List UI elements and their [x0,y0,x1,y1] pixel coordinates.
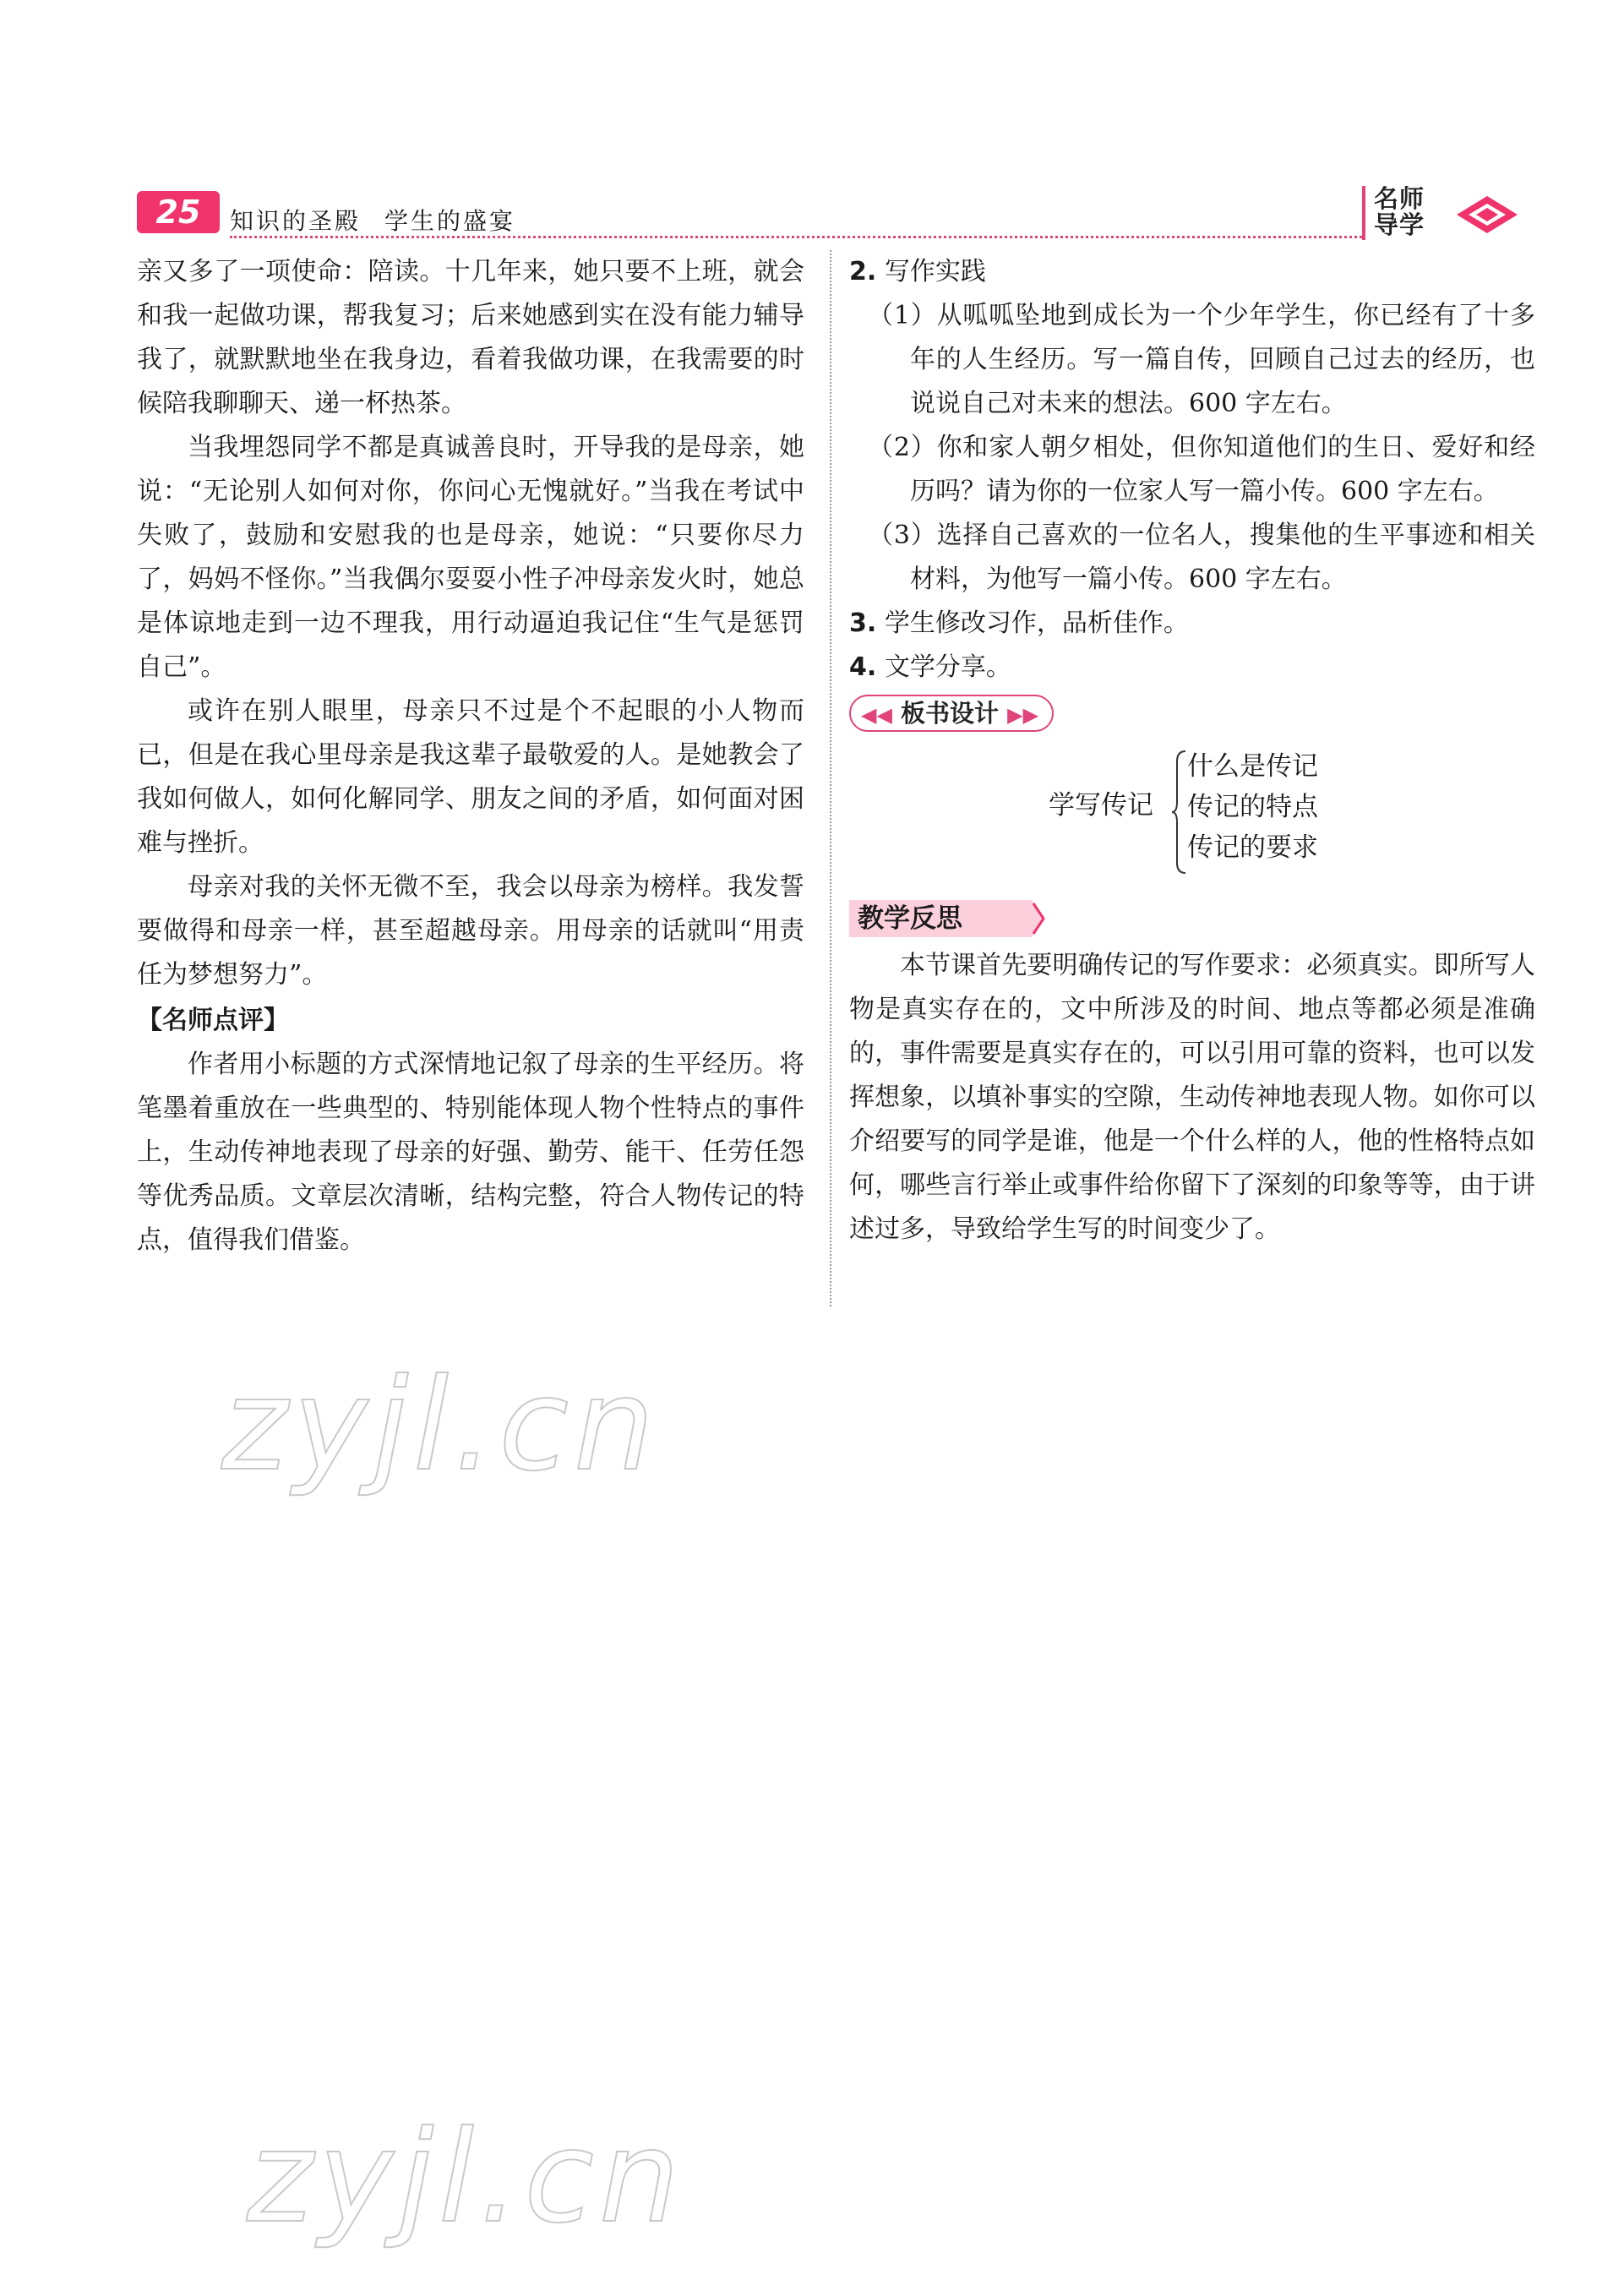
writing-task-3: （3）选择自己喜欢的一位名人，搜集他的生平事迹和相关材料，为他写一篇小传。600 字左右。 [868,521,1535,594]
step-3-text: 学生修改习作，品析佳作。 [884,608,1189,638]
essay-paragraph: 母亲对我的关怀无微不至，我会以母亲为榜样。我发誓要做得和母亲一样，甚至超越母亲。用母亲的话就叫“用责任为梦想努力”。 [137,872,804,990]
graduation-cap-icon [1453,189,1521,240]
page-number: 25 [137,191,220,233]
brand-logo-block [1362,184,1523,243]
slogan-part-2: 学生的盛宴 [384,207,516,235]
brand-text [1362,186,1450,240]
slogan-part-1: 知识的圣殿 [230,207,362,235]
step-2 [849,250,1535,294]
essay-paragraph: 或许在别人眼里，母亲只不过是个不起眼的小人物而已，但是在我心里母亲是我这辈子最敬爱的人。是她教会了我如何做人，如何化解同学、朋友之间的矛盾，如何面对困难与挫折。 [137,696,804,858]
writing-task-2: （2）你和家人朝夕相处，但你知道他们的生日、爱好和经历吗？请为你的一位家人写一篇小传。600 字左右。 [868,433,1535,506]
teaching-reflection-heading [849,895,1535,937]
board-diagram [849,746,1535,881]
brand-line-2: 导学 [1374,210,1425,239]
header-dotted-rule [230,236,1362,238]
teacher-comment-heading: 【名师点评】 [137,1006,289,1035]
teaching-reflection-label: 教学反思 [849,900,1027,937]
step-4-number: 4. [849,652,877,682]
column-divider [830,250,831,1306]
page-header [137,184,1523,243]
curly-brace-icon [1170,750,1187,875]
board-branch: 什么是传记 [1187,751,1318,782]
step-2-title: 写作实践 [884,257,986,286]
teacher-comment-body: 作者用小标题的方式深情地记叙了母亲的生平经历。将笔墨着重放在一些典型的、特别能体现人物个性特点的事件上，生动传神地表现了母亲的好强、勤劳、能干、任劳任怨等优秀品质。文章层次清晰，结构完整，符合人物传记的特点，值得我们借鉴。 [137,1050,804,1255]
board-center-topic: 学写传记 [1049,790,1153,821]
left-column [137,250,804,1263]
double-left-arrow-icon: ◀◀ [861,703,892,727]
writing-task-1: （1）从呱呱坠地到成长为一个少年学生，你已经有了十多年的人生经历。写一篇自传，回顾自己过去的经历，也说说自己对未来的想法。600 字左右。 [868,301,1535,418]
board-branch: 传记的特点 [1187,792,1318,822]
watermark: zyjl.cn [221,1352,660,1499]
right-column [849,250,1535,1252]
teaching-reflection-body: 本节课首先要明确传记的写作要求：必须真实。即所写人物是真实存在的，文中所涉及的时间、地点等都必须是准确的，事件需要是真实存在的，可以引用可靠的资料，也可以发挥想象，以填补事实的空隙，生动传神地表现人物。如你可以介绍要写的同学是谁，他是一个什么样的人，他的性格特点如何，哪些言行举止或事件给你留下了深刻的印象等等，由于讲述过多，导致给学生写的时间变少了。 [849,951,1535,1244]
step-4-text: 文学分享。 [884,652,1011,682]
step-3-number: 3. [849,608,877,638]
double-right-arrow-icon: ▶▶ [1007,703,1039,727]
step-4 [849,646,1535,690]
watermark: zyjl.cn [247,2104,685,2251]
board-branch: 传记的要求 [1187,832,1318,863]
essay-paragraph: 亲又多了一项使命：陪读。十几年来，她只要不上班，就会和我一起做功课，帮我复习；后来她感到实在没有能力辅导我了，就默默地坐在我身边，看着我做功课，在我需要的时候陪我聊聊天、递一杯热茶。 [137,257,804,418]
brand-line-1: 名师 [1374,184,1425,213]
board-branches [1187,746,1318,868]
step-2-number: 2. [849,257,877,286]
header-slogan [230,203,515,237]
essay-paragraph: 当我埋怨同学不都是真诚善良时，开导我的是母亲，她说：“无论别人如何对你，你问心无愧就好。”当我在考试中失败了，鼓励和安慰我的也是母亲，她说：“只要你尽力了，妈妈不怪你。”当我偶尔耍耍小性子冲母亲发火时，她总是体谅地走到一边不理我，用行动逼迫我记住“生气是惩罚自己”。 [137,433,804,682]
board-design-label: 板书设计 [901,699,1000,728]
board-design-tag [849,695,1054,732]
chevron-right-icon [1023,900,1045,937]
step-3 [849,602,1535,646]
